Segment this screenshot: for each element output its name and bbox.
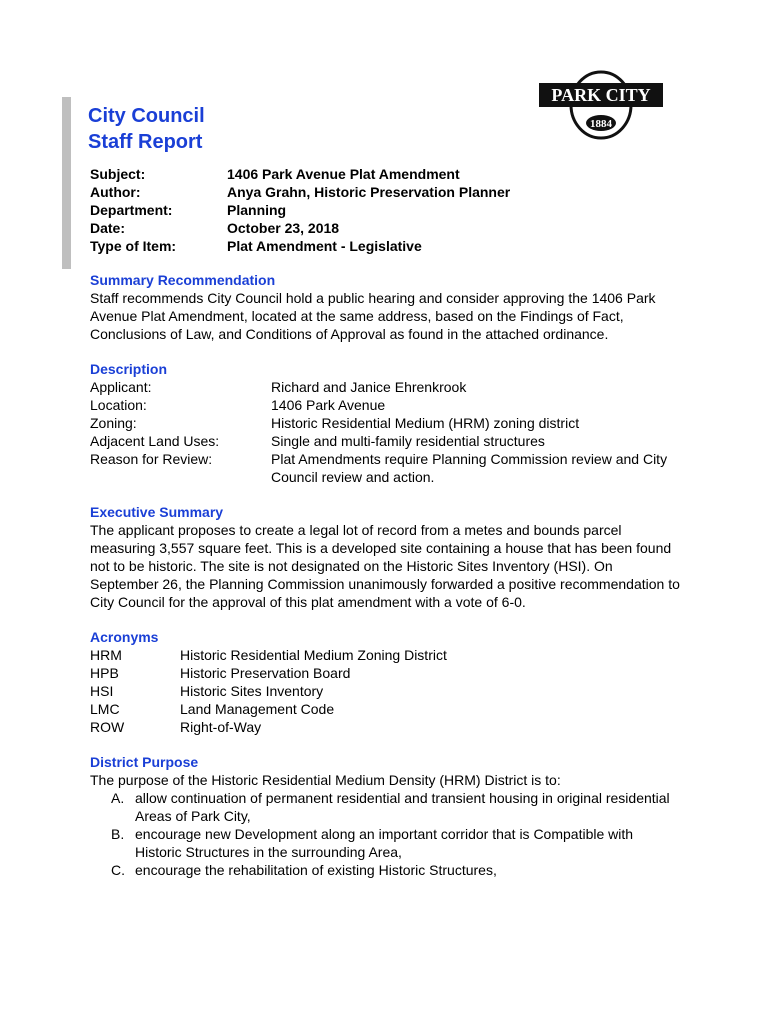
park-city-logo	[535, 70, 667, 140]
executive-summary-text: The applicant proposes to create a legal lot of record from a metes and bounds parcel measuring 3,557 square feet. This is a developed site containing a house that has been found not to be historic. The site is not designated on the Historic Sites Inventory (HSI). On September 26, the Planning Commission unanimously forwarded a positive recommendation to City Council for the approval of this plat amendment with a vote of 6-0.	[90, 522, 680, 610]
acronym-row	[90, 718, 680, 736]
meta-row	[90, 201, 510, 219]
description-label: Applicant:	[90, 379, 152, 395]
title-line-2: Staff Report	[88, 131, 203, 153]
logo-year: 1884	[590, 118, 612, 130]
list-item-text: allow continuation of permanent residential and transient housing in original residential Areas of Park City,	[135, 790, 670, 824]
description-label: Reason for Review:	[90, 451, 213, 467]
title-line-1: City Council	[88, 105, 205, 127]
description-row	[90, 450, 680, 486]
list-marker: A.	[111, 790, 125, 806]
section-heading: Summary Recommendation	[90, 272, 276, 288]
header-accent-bar	[62, 97, 71, 269]
description-label: Zoning:	[90, 415, 137, 431]
acronym-definition: Historic Residential Medium Zoning District	[180, 647, 447, 663]
meta-row	[90, 219, 510, 237]
acronym-row	[90, 700, 680, 718]
summary-section	[90, 271, 680, 343]
list-item	[90, 789, 680, 825]
acronym-term: HSI	[90, 683, 114, 699]
list-marker: C.	[111, 862, 125, 878]
acronym-row	[90, 682, 680, 700]
acronym-definition: Right-of-Way	[180, 719, 262, 735]
acronym-definition: Historic Sites Inventory	[180, 683, 324, 699]
section-heading: Acronyms	[90, 629, 159, 645]
executive-summary-section	[90, 503, 680, 611]
report-body	[90, 271, 680, 896]
report-meta	[90, 165, 510, 255]
list-item	[90, 825, 680, 861]
acronym-definition: Historic Preservation Board	[180, 665, 351, 681]
section-heading: District Purpose	[90, 754, 199, 770]
description-label: Adjacent Land Uses:	[90, 433, 220, 449]
section-heading: Description	[90, 361, 168, 377]
meta-value: Planning	[227, 202, 287, 218]
meta-value: 1406 Park Avenue Plat Amendment	[227, 166, 460, 182]
meta-row	[90, 237, 510, 255]
district-intro: The purpose of the Historic Residential Medium Density (HRM) District is to:	[90, 772, 561, 788]
meta-row	[90, 165, 510, 183]
meta-label: Author:	[90, 184, 141, 200]
district-purpose-section	[90, 753, 680, 879]
acronym-term: LMC	[90, 701, 120, 717]
meta-row	[90, 183, 510, 201]
description-row	[90, 396, 680, 414]
description-row	[90, 432, 680, 450]
meta-value: Plat Amendment - Legislative	[227, 238, 422, 254]
description-value: Single and multi-family residential structures	[271, 433, 545, 449]
description-value: Historic Residential Medium (HRM) zoning district	[271, 415, 580, 431]
list-item	[90, 861, 680, 879]
acronym-term: HPB	[90, 665, 119, 681]
description-row	[90, 414, 680, 432]
acronym-term: HRM	[90, 647, 122, 663]
description-section	[90, 360, 680, 486]
meta-label: Subject:	[90, 166, 146, 182]
list-item-text: encourage the rehabilitation of existing Historic Structures,	[135, 862, 497, 878]
summary-text: Staff recommends City Council hold a public hearing and consider approving the 1406 Park Avenue Plat Amendment, located at the same address, based on the Findings of Fact, Conclusions of Law, and Conditions of Approval as found in the attached ordinance.	[90, 290, 656, 342]
meta-label: Date:	[90, 220, 126, 236]
description-value: 1406 Park Avenue	[271, 397, 386, 413]
list-marker: B.	[111, 826, 125, 842]
acronym-definition: Land Management Code	[180, 701, 335, 717]
meta-value: October 23, 2018	[227, 220, 340, 236]
acronym-row	[90, 646, 680, 664]
page-title	[88, 103, 205, 155]
description-value: Richard and Janice Ehrenkrook	[271, 379, 467, 395]
description-value: Plat Amendments require Planning Commission review and City Council review and action.	[271, 451, 668, 485]
description-label: Location:	[90, 397, 147, 413]
acronyms-section	[90, 628, 680, 736]
list-item-text: encourage new Development along an important corridor that is Compatible with Historic Structures in the surrounding Area,	[135, 826, 634, 860]
logo-name: PARK CITY	[551, 85, 651, 105]
section-heading: Executive Summary	[90, 504, 224, 520]
purpose-list	[90, 789, 680, 879]
description-row	[90, 378, 680, 396]
acronym-term: ROW	[90, 719, 125, 735]
meta-label: Department:	[90, 202, 173, 218]
meta-value: Anya Grahn, Historic Preservation Planner	[227, 184, 511, 200]
acronym-row	[90, 664, 680, 682]
meta-label: Type of Item:	[90, 238, 177, 254]
